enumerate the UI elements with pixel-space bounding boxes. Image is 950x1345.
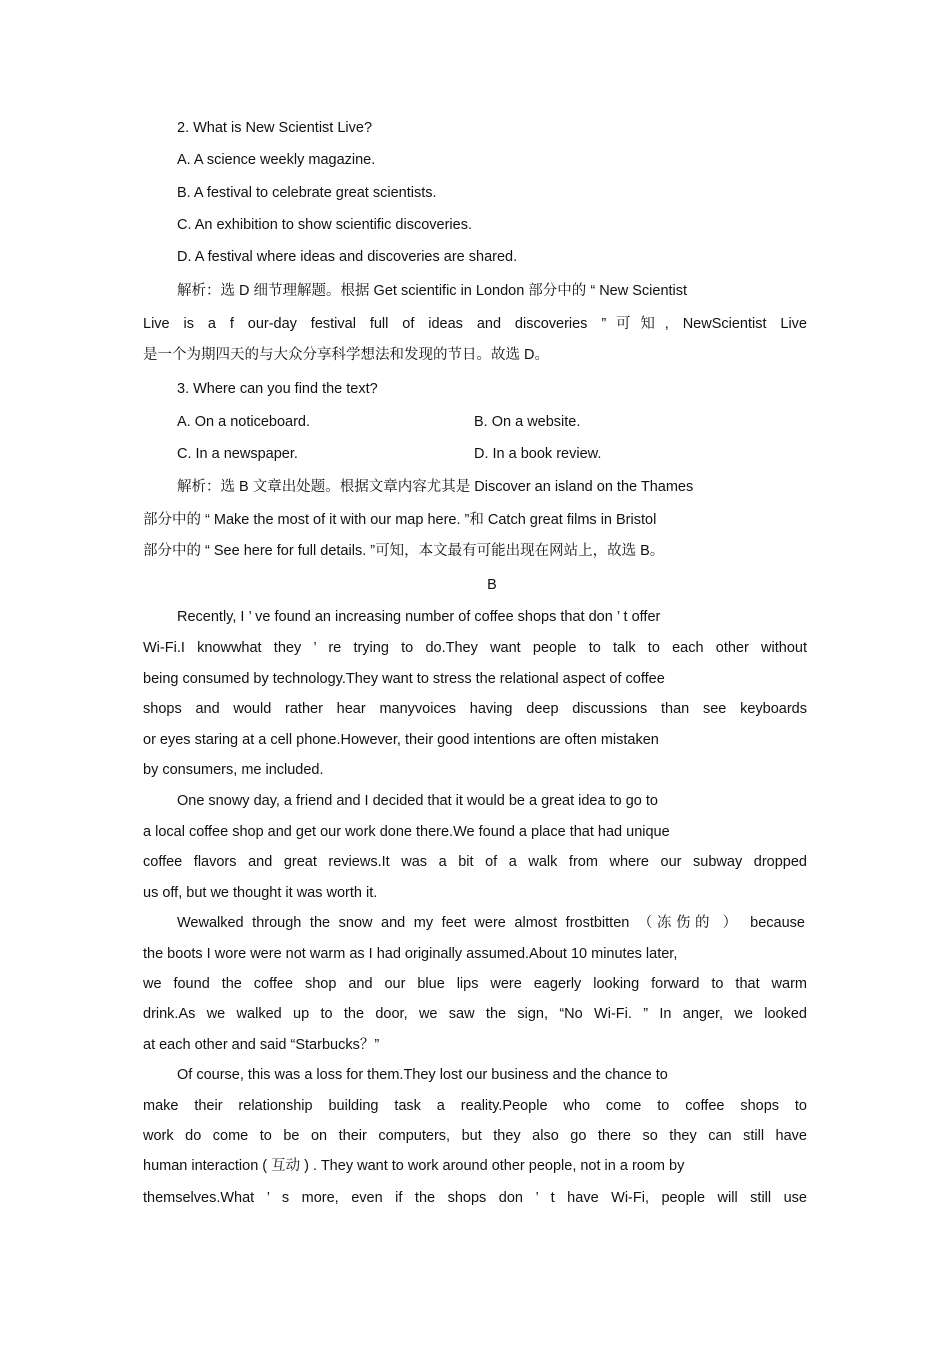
- passage-line: Wewalked through the snow and my feet were almost frostbitten （冻伤的 ） because: [177, 915, 805, 931]
- question-2-option-c: C. An exhibition to show scientific discoveries.: [177, 217, 472, 233]
- passage-line: themselves.What ’ s more, even if the shops don ’ t have Wi-Fi, people will still use: [143, 1190, 807, 1206]
- question-2-stem: 2. What is New Scientist Live?: [177, 120, 373, 136]
- passage-line: Wi-Fi.I knowwhat they ’ re trying to do.They want people to talk to each other without: [143, 640, 807, 656]
- passage-line: or eyes staring at a cell phone.However, their good intentions are often mistaken: [143, 732, 659, 748]
- passage-line: drink.As we walked up to the door, we saw the sign, “No Wi-Fi. ” In anger, we looked: [143, 1006, 807, 1022]
- passage-line: we found the coffee shop and our blue lips were eagerly looking forward to that warm: [143, 976, 807, 992]
- question-3-analysis-line: 部分中的 “ See here for full details. ”可知，本文最有可能出现在网站上，故选 B。: [143, 543, 665, 559]
- question-3-option-b: B. On a website.: [474, 414, 581, 430]
- question-2-option-d: D. A festival where ideas and discoveries are shared.: [177, 249, 518, 265]
- question-2-option-b: B. A festival to celebrate great scientists.: [177, 185, 437, 201]
- passage-line: coffee flavors and great reviews.It was a bit of a walk from where our subway dropped: [143, 854, 807, 870]
- question-3-option-d: D. In a book review.: [474, 446, 602, 462]
- passage-line: shops and would rather hear manyvoices having deep discussions than see keyboards: [143, 701, 807, 717]
- question-2-option-a: A. A science weekly magazine.: [177, 152, 376, 168]
- passage-line: the boots I wore were not warm as I had originally assumed.About 10 minutes later,: [143, 946, 678, 962]
- passage-line: One snowy day, a friend and I decided that it would be a great idea to go to: [177, 793, 658, 809]
- question-2-analysis-line: 是一个为期四天的与大众分享科学想法和发现的节日。故选 D。: [143, 347, 549, 363]
- section-label: B: [487, 577, 497, 593]
- question-3-option-c: C. In a newspaper.: [177, 446, 298, 462]
- question-3-analysis-line: 解析：选 B 文章出处题。根据文章内容尤其是 Discover an island on the Thames: [177, 479, 694, 495]
- passage-line: human interaction ( 互动 ) . They want to work around other people, not in a room by: [143, 1158, 685, 1174]
- passage-line: by consumers, me included.: [143, 762, 324, 778]
- passage-line: Of course, this was a loss for them.They lost our business and the chance to: [177, 1067, 668, 1083]
- passage-line: work do come to be on their computers, but they also go there so they can still have: [143, 1128, 807, 1144]
- question-3-analysis-line: 部分中的 “ Make the most of it with our map here. ”和 Catch great films in Bristol: [143, 512, 657, 528]
- question-2-analysis-line: Live is a f our-day festival full of ideas and discoveries ”可知, NewScientist Live: [143, 316, 807, 332]
- question-3-option-a: A. On a noticeboard.: [177, 414, 310, 430]
- question-3-stem: 3. Where can you find the text?: [177, 381, 378, 397]
- passage-line: make their relationship building task a reality.People who come to coffee shops to: [143, 1098, 807, 1114]
- passage-line: Recently, I ’ ve found an increasing number of coffee shops that don ’ t offer: [177, 609, 661, 625]
- passage-line: at each other and said “Starbucks？”: [143, 1037, 380, 1053]
- question-2-analysis-line: 解析：选 D 细节理解题。根据 Get scientific in London 部分中的 “ New Scientist: [177, 283, 688, 299]
- passage-line: us off, but we thought it was worth it.: [143, 885, 378, 901]
- passage-line: being consumed by technology.They want to stress the relational aspect of coffee: [143, 671, 665, 687]
- passage-line: a local coffee shop and get our work done there.We found a place that had unique: [143, 824, 670, 840]
